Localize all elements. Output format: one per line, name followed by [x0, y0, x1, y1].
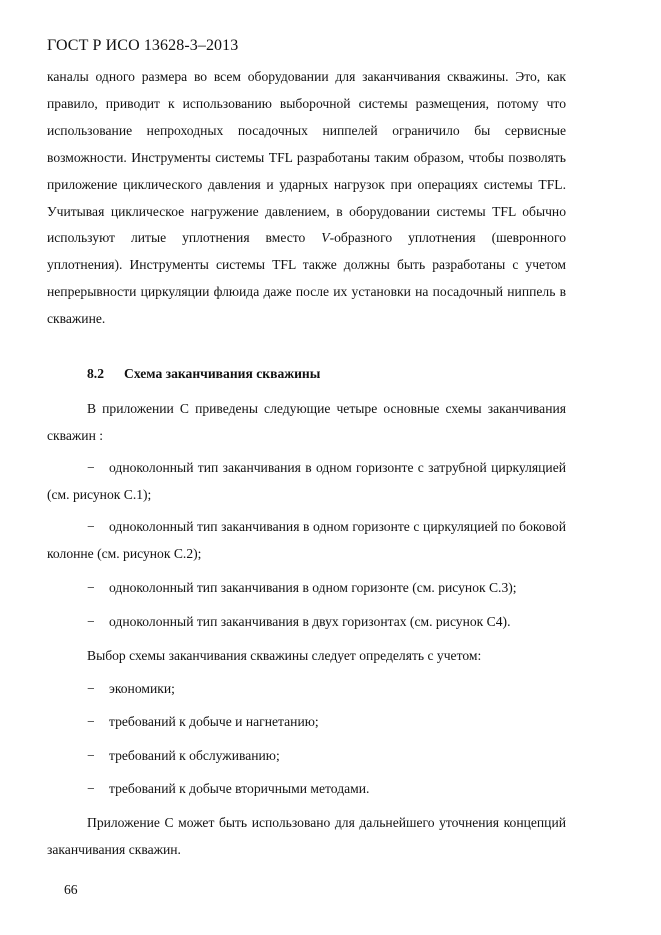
final-paragraph: Приложение С может быть использовано для дальнейшего уточнения концепций заканчивания скважин.	[47, 815, 566, 857]
schemes-intro-paragraph: В приложении С приведены следующие четыре основные схемы заканчивания скважин :	[47, 401, 566, 443]
dash-marker: −	[87, 681, 95, 696]
list-item	[47, 676, 566, 703]
list-item-text: одноколонный тип заканчивания в одном горизонте с затрубной циркуляцией (см. рисунок С.1);	[47, 460, 566, 502]
intro-italic-v: V	[321, 230, 330, 246]
page-number: 66	[64, 882, 78, 897]
dash-marker: −	[87, 781, 95, 796]
choice-paragraph: Выбор схемы заканчивания скважины следует определять с учетом:	[87, 648, 482, 663]
section-heading	[87, 366, 320, 382]
document-header: ГОСТ Р ИСО 13628-3–2013	[47, 37, 239, 54]
dash-marker: −	[87, 519, 95, 534]
list-item-text: одноколонный тип заканчивания в одном горизонте с циркуляцией по боковой колонне (см. рисунок С.2);	[47, 519, 566, 561]
dash-marker: −	[87, 614, 95, 629]
intro-text-part2: -образного уплотнения (шевронного уплотнения). Инструменты системы TFL также должны быть разработаны с учетом непрерывности циркуляции флюида даже после их установки на посадочный ниппель в скважине.	[47, 230, 566, 327]
list-item	[47, 776, 566, 803]
dash-marker: −	[87, 460, 95, 475]
intro-text-part1: каналы одного размера во всем оборудовании для заканчивания скважины. Это, как правило, приводит к использованию выборочной системы размещения, потому что использование непроходных посадочных ниппелей ограничило бы сервисные возможности. Инструменты системы TFL разработаны таким образом, чтобы позволять приложение циклического давления и ударных нагрузок при операциях системы TFL. Учитывая циклическое нагружение давлением, в оборудовании системы TFL обычно используют литые уплотнения вместо	[47, 69, 566, 246]
list-item-text: требований к обслуживанию;	[109, 748, 280, 763]
list-item-text: требований к добыче вторичными методами.	[109, 781, 370, 796]
list-item-text: экономики;	[109, 681, 175, 696]
list-item	[47, 609, 566, 636]
section-title: Схема заканчивания скважины	[124, 366, 321, 381]
dash-marker: −	[87, 748, 95, 763]
intro-paragraph	[47, 64, 566, 333]
list-item-text: одноколонный тип заканчивания в одном горизонте (см. рисунок С.3);	[109, 580, 517, 595]
dash-marker: −	[87, 580, 95, 595]
dash-marker: −	[87, 714, 95, 729]
list-item	[47, 743, 566, 770]
section-number: 8.2	[87, 366, 104, 381]
list-item	[47, 575, 566, 602]
list-item	[47, 514, 566, 567]
list-item-text: требований к добыче и нагнетанию;	[109, 714, 319, 729]
list-item-text: одноколонный тип заканчивания в двух горизонтах (см. рисунок С4).	[109, 614, 511, 629]
list-item	[47, 455, 566, 508]
list-item	[47, 709, 566, 736]
